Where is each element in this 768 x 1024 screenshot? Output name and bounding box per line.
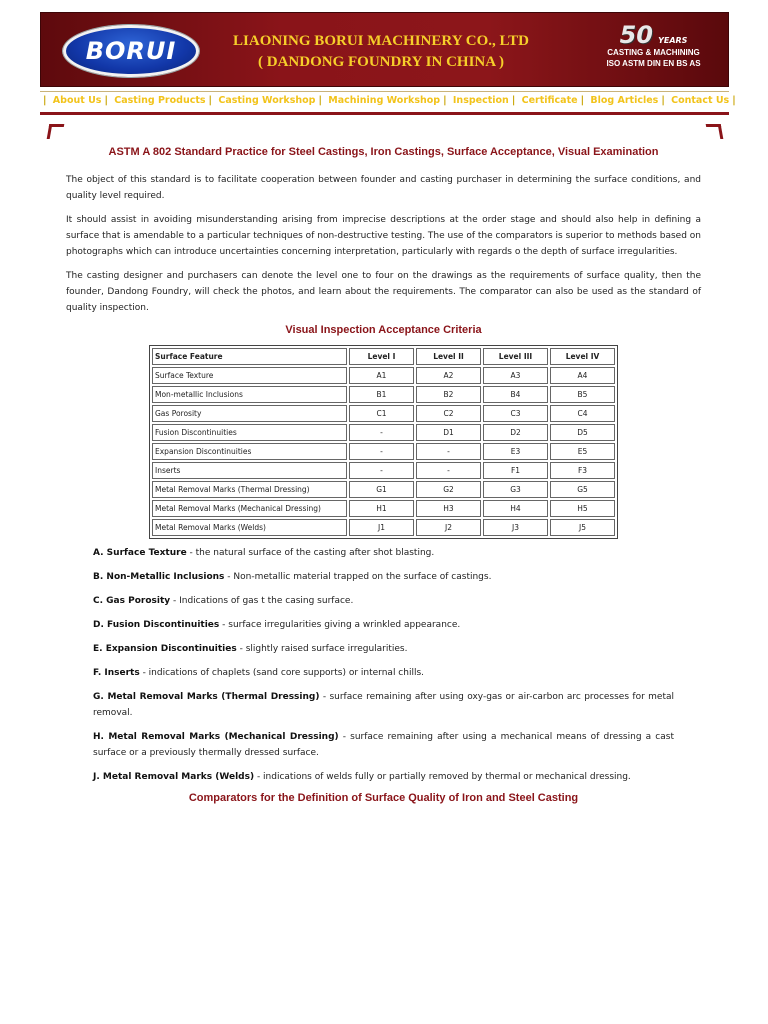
table-cell: D1 bbox=[416, 424, 481, 441]
table-row bbox=[152, 500, 615, 517]
header-banner bbox=[40, 12, 729, 87]
nav-certificate[interactable]: Certificate bbox=[521, 95, 578, 106]
table-cell: Expansion Discontinuities bbox=[152, 443, 347, 460]
definition-text: - indications of chaplets (sand core supports) or internal chills. bbox=[139, 668, 425, 678]
comparators-heading: Comparators for the Definition of Surface Quality of Iron and Steel Casting bbox=[188, 792, 579, 804]
definition-item bbox=[93, 545, 674, 561]
definition-item bbox=[93, 689, 674, 721]
definition-text: - surface remaining after using a mechanical means of dressing a cast surface or a previously thermally dressed surface. bbox=[93, 732, 674, 758]
column-header: Surface Feature bbox=[152, 348, 347, 365]
article-title: ASTM A 802 Standard Practice for Steel Castings, Iron Castings, Surface Acceptance, Visual Examination bbox=[108, 146, 659, 158]
definition-item bbox=[93, 769, 674, 785]
definition-item bbox=[93, 569, 674, 585]
intro-paragraph-2: It should assist in avoiding misunderstanding arising from imprecise descriptions at the order stage and should also help in defining a surface that is amendable to a particular techniques of non-destructive testing. The use of the comparators is superior to methods based on photographs which can introduce uncertainties concerning interpretation, particularly with regards o the depth of surface irregularities. bbox=[66, 215, 701, 257]
table-cell: E3 bbox=[483, 443, 548, 460]
table-cell: F1 bbox=[483, 462, 548, 479]
table-cell: H3 bbox=[416, 500, 481, 517]
table-cell: G5 bbox=[550, 481, 615, 498]
intro-paragraph-3: The casting designer and purchasers can denote the level one to four on the drawings as the requirements of surface quality, then the founder, Dandong Foundry, will check the photos, and learn about the requirements. The comparator can also be used as the standard of quality inspection. bbox=[66, 271, 701, 313]
company-name bbox=[231, 31, 531, 73]
table-cell: C2 bbox=[416, 405, 481, 422]
table-row bbox=[152, 462, 615, 479]
table-cell: A4 bbox=[550, 367, 615, 384]
logo-text: BORUI bbox=[85, 37, 177, 65]
definition-text: - Indications of gas t the casing surface. bbox=[170, 596, 354, 606]
definition-term: D. Fusion Discontinuities bbox=[93, 620, 220, 630]
table-cell: C3 bbox=[483, 405, 548, 422]
definition-text: - slightly raised surface irregularities. bbox=[236, 644, 408, 654]
table-cell: H4 bbox=[483, 500, 548, 517]
definition-text: - the natural surface of the casting after shot blasting. bbox=[186, 548, 435, 558]
table-header-row bbox=[152, 348, 615, 365]
column-header: Level III bbox=[483, 348, 548, 365]
table-cell: A3 bbox=[483, 367, 548, 384]
table-cell: A1 bbox=[349, 367, 414, 384]
table-cell: Metal Removal Marks (Mechanical Dressing) bbox=[152, 500, 347, 517]
table-cell: F3 bbox=[550, 462, 615, 479]
table-cell: B2 bbox=[416, 386, 481, 403]
table-cell: J5 bbox=[550, 519, 615, 536]
table-row bbox=[152, 386, 615, 403]
table-row bbox=[152, 367, 615, 384]
intro-paragraph-1: The object of this standard is to facilitate cooperation between founder and casting purchaser in determining the surface conditions, and quality level required. bbox=[66, 175, 701, 201]
table-cell: - bbox=[416, 443, 481, 460]
table-cell: Metal Removal Marks (Welds) bbox=[152, 519, 347, 536]
table-cell: - bbox=[349, 424, 414, 441]
column-header: Level II bbox=[416, 348, 481, 365]
table-row bbox=[152, 481, 615, 498]
definition-term: A. Surface Texture bbox=[93, 548, 187, 558]
table-cell: - bbox=[416, 462, 481, 479]
nav-casting-products[interactable]: Casting Products bbox=[114, 95, 206, 106]
nav-about-us[interactable]: About Us bbox=[52, 95, 102, 106]
definition-term: J. Metal Removal Marks (Welds) bbox=[93, 772, 255, 782]
table-cell: Gas Porosity bbox=[152, 405, 347, 422]
table-row bbox=[152, 424, 615, 441]
tagline-casting: CASTING & MACHINING bbox=[607, 48, 700, 57]
table-cell: H1 bbox=[349, 500, 414, 517]
table-cell: C1 bbox=[349, 405, 414, 422]
table-cell: A2 bbox=[416, 367, 481, 384]
table-cell: B4 bbox=[483, 386, 548, 403]
table-cell: - bbox=[349, 443, 414, 460]
table-cell: J2 bbox=[416, 519, 481, 536]
corner-ornament-right bbox=[706, 124, 724, 139]
table-cell: C4 bbox=[550, 405, 615, 422]
definition-text: - indications of welds fully or partially removed by thermal or mechanical dressing. bbox=[254, 772, 631, 782]
acceptance-criteria-table bbox=[149, 345, 618, 539]
table-cell: Metal Removal Marks (Thermal Dressing) bbox=[152, 481, 347, 498]
definition-term: B. Non-Metallic Inclusions bbox=[93, 572, 225, 582]
table-cell: J3 bbox=[483, 519, 548, 536]
table-cell: - bbox=[349, 462, 414, 479]
company-name-line2: ( DANDONG FOUNDRY IN CHINA ) bbox=[258, 54, 504, 70]
table-cell: J1 bbox=[349, 519, 414, 536]
column-header: Level IV bbox=[550, 348, 615, 365]
nav-casting-workshop[interactable]: Casting Workshop bbox=[218, 95, 316, 106]
definition-item bbox=[93, 729, 674, 761]
article-content bbox=[66, 146, 701, 539]
table-row bbox=[152, 519, 615, 536]
corner-ornament-left bbox=[47, 124, 65, 139]
table-cell: H5 bbox=[550, 500, 615, 517]
definition-term: G. Metal Removal Marks (Thermal Dressing) bbox=[93, 692, 320, 702]
nav-inspection[interactable]: Inspection bbox=[452, 95, 509, 106]
table-cell: G1 bbox=[349, 481, 414, 498]
table-cell: Fusion Discontinuities bbox=[152, 424, 347, 441]
nav-blog-articles[interactable]: Blog Articles bbox=[590, 95, 659, 106]
definition-text: - Non-metallic material trapped on the surface of castings. bbox=[224, 572, 492, 582]
definition-term: C. Gas Porosity bbox=[93, 596, 171, 606]
definition-term: H. Metal Removal Marks (Mechanical Dressing) bbox=[93, 732, 339, 742]
table-cell: Mon-metallic Inclusions bbox=[152, 386, 347, 403]
years-label: YEARS bbox=[658, 36, 688, 45]
anniversary-badge bbox=[591, 23, 716, 69]
table-title: Visual Inspection Acceptance Criteria bbox=[285, 324, 482, 336]
table-cell: B5 bbox=[550, 386, 615, 403]
definition-text: - surface irregularities giving a wrinkled appearance. bbox=[219, 620, 461, 630]
definition-text: - surface remaining after using oxy-gas or air-carbon arc processes for metal removal. bbox=[93, 692, 674, 718]
definition-item bbox=[93, 593, 674, 609]
column-header: Level I bbox=[349, 348, 414, 365]
nav-machining-workshop[interactable]: Machining Workshop bbox=[328, 95, 441, 106]
table-cell: B1 bbox=[349, 386, 414, 403]
borui-logo[interactable] bbox=[63, 25, 199, 77]
nav-contact-us[interactable]: Contact Us bbox=[671, 95, 730, 106]
table-row bbox=[152, 443, 615, 460]
page-wrapper bbox=[40, 12, 736, 115]
table-row bbox=[152, 405, 615, 422]
tagline-standards: ISO ASTM DIN EN BS AS bbox=[606, 59, 701, 68]
table-cell: E5 bbox=[550, 443, 615, 460]
table-cell: D2 bbox=[483, 424, 548, 441]
years-number: 50 bbox=[619, 21, 653, 49]
table-cell: G3 bbox=[483, 481, 548, 498]
definition-term: E. Expansion Discontinuities bbox=[93, 644, 237, 654]
definition-item bbox=[93, 617, 674, 633]
definitions-list bbox=[93, 545, 674, 793]
definition-term: F. Inserts bbox=[93, 668, 140, 678]
table-cell: G2 bbox=[416, 481, 481, 498]
table-cell: D5 bbox=[550, 424, 615, 441]
main-navigation: | About Us | Casting Products | Casting Workshop | Machining Workshop | Inspection | Certificate | Blog Articles | Contact Us | bbox=[40, 91, 729, 115]
table-cell: Surface Texture bbox=[152, 367, 347, 384]
table-cell: Inserts bbox=[152, 462, 347, 479]
definition-item bbox=[93, 641, 674, 657]
company-name-line1: LIAONING BORUI MACHINERY CO., LTD bbox=[233, 33, 529, 49]
definition-item bbox=[93, 665, 674, 681]
